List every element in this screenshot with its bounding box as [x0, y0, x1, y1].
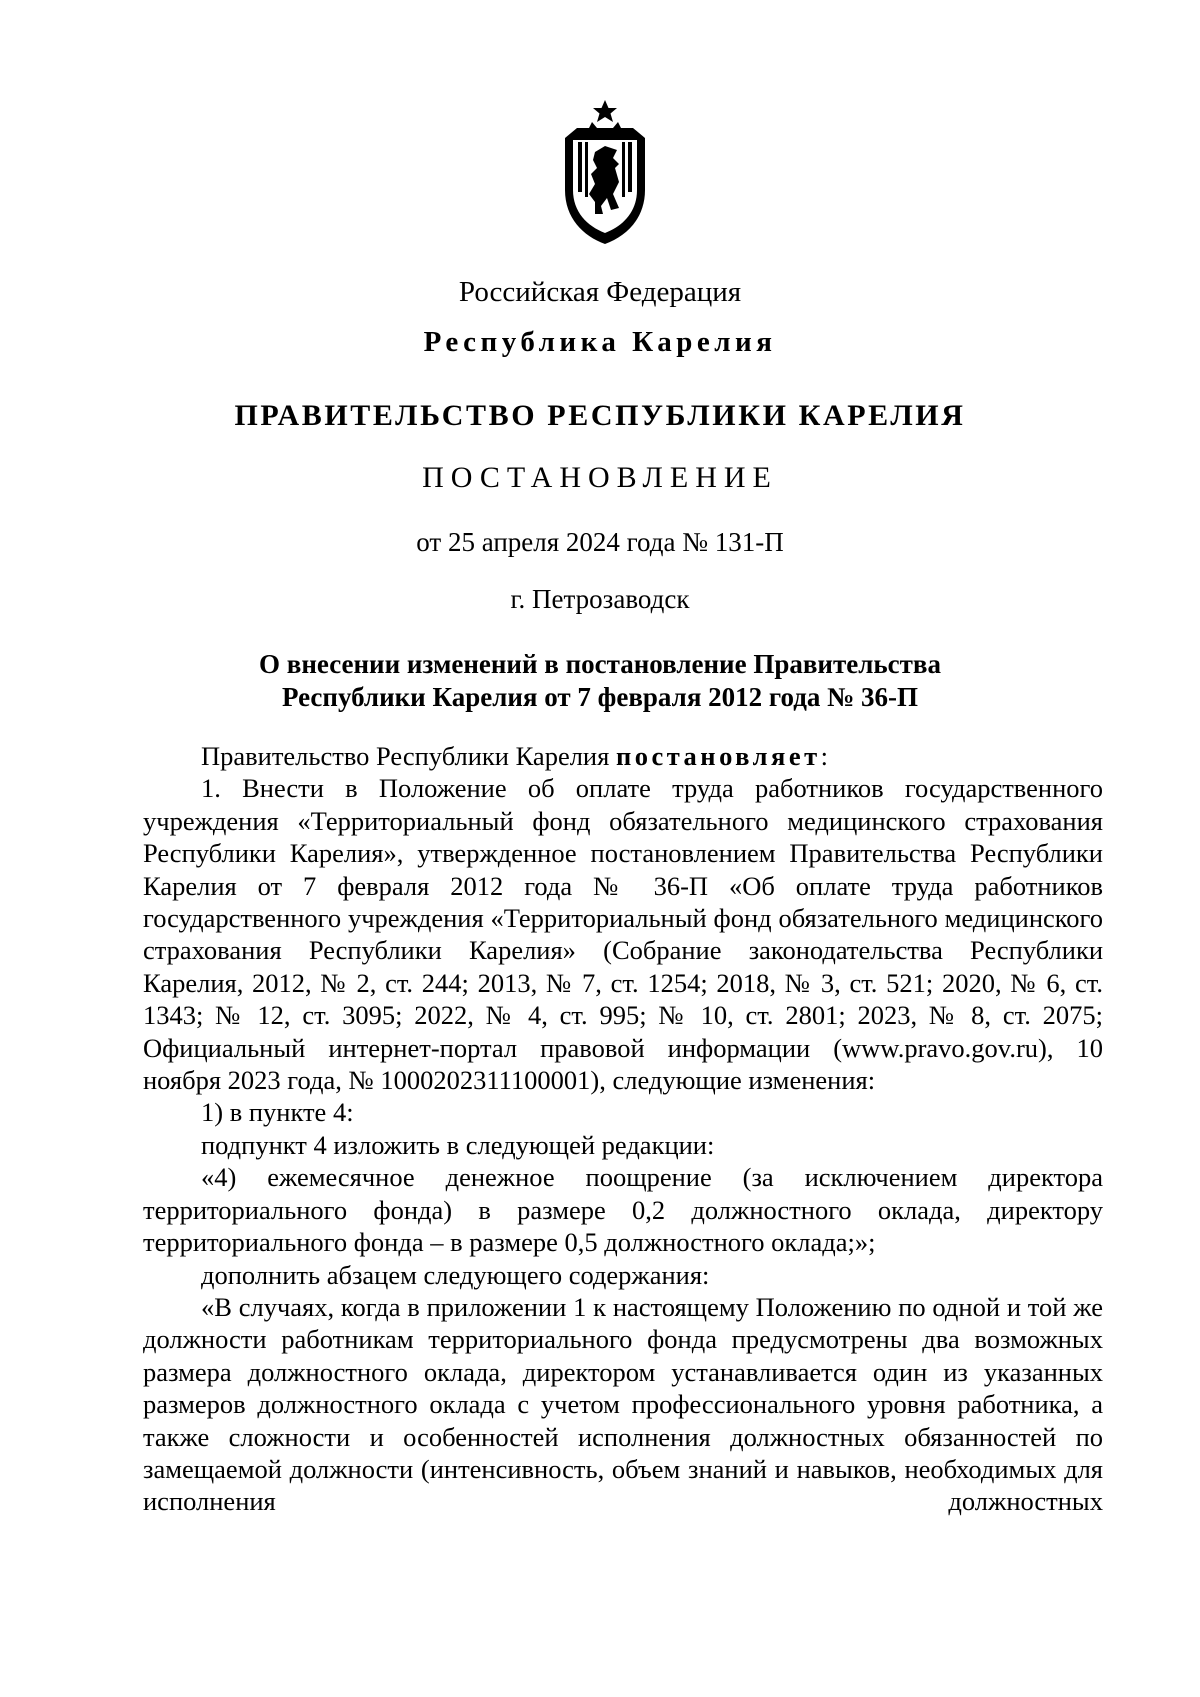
quote-2-paragraph: «В случаях, когда в приложении 1 к настоящему Положению по одной и той же должности работникам территориального фонда предусмотрены два возможных размера должностного оклада, директором устанавливается один из указанных размеров должностного оклада с учетом профессионального уровня работника, а также сложности и особенностей исполнения должностных обязанностей по замещаемой должности (интенсивность, объем знаний и навыков, необходимых для исполнения должностных [143, 1291, 1103, 1517]
coat-of-arms-icon [559, 98, 651, 246]
document-body [143, 740, 1103, 1518]
government-name: ПРАВИТЕЛЬСТВО РЕСПУБЛИКИ КАРЕЛИЯ [234, 399, 966, 432]
document-title [0, 648, 1200, 714]
preamble-verb: постановляет [615, 741, 821, 771]
document-date-number: от 25 апреля 2024 года № 131-П [416, 527, 784, 557]
subitem-1-paragraph: 1) в пункте 4: [201, 1097, 354, 1128]
preamble-text: Правительство Республики Карелия [201, 741, 616, 771]
item-1-paragraph: 1. Внести в Положение об оплате труда работников государственного учреждения «Территориальный фонд обязательного медицинского страхования Республики Карелия», утвержденное постановлением Правительства Республики Карелия от 7 февраля 2012 года № 36-П «Об оплате труда работников государственного учреждения «Территориальный фонд обязательного медицинского страхования Республики Карелия» (Собрание законодательства Республики Карелия, 2012, № 2, ст. 244; 2013, № 7, ст. 1254; 2018, № 3, ст. 521; 2020, № 6, ст. 1343; № 12, ст. 3095; 2022, № 4, ст. 995; № 10, ст. 2801; 2023, № 8, ст. 2075; Официальный интернет-портал правовой информации (www.pravo.gov.ru), 10 ноября 2023 года, № 1000202311100001), следующие изменения: [143, 773, 1103, 1096]
preamble-paragraph [143, 740, 1103, 772]
document-title-line-2: Республики Карелия от 7 февраля 2012 года № 36-П [281, 682, 919, 712]
addition-intro-paragraph: дополнить абзацем следующего содержания: [201, 1259, 710, 1290]
quote-1-paragraph: «4) ежемесячное денежное поощрение (за исключением директора территориального фонда) в размере 0,2 должностного оклада, директору территориального фонда – в размере 0,5 должностного оклада;»; [143, 1162, 1103, 1258]
preamble-colon: : [820, 741, 828, 771]
document-city: г. Петрозаводск [510, 584, 690, 614]
sub-paragraph-intro: подпункт 4 изложить в следующей редакции: [201, 1129, 715, 1160]
document-title-line-1: О внесении изменений в постановление Правительства [259, 649, 941, 679]
country-name: Российская Федерация [458, 276, 742, 308]
republic-name: Республика Карелия [423, 326, 777, 358]
document-type: ПОСТАНОВЛЕНИЕ [422, 461, 778, 494]
